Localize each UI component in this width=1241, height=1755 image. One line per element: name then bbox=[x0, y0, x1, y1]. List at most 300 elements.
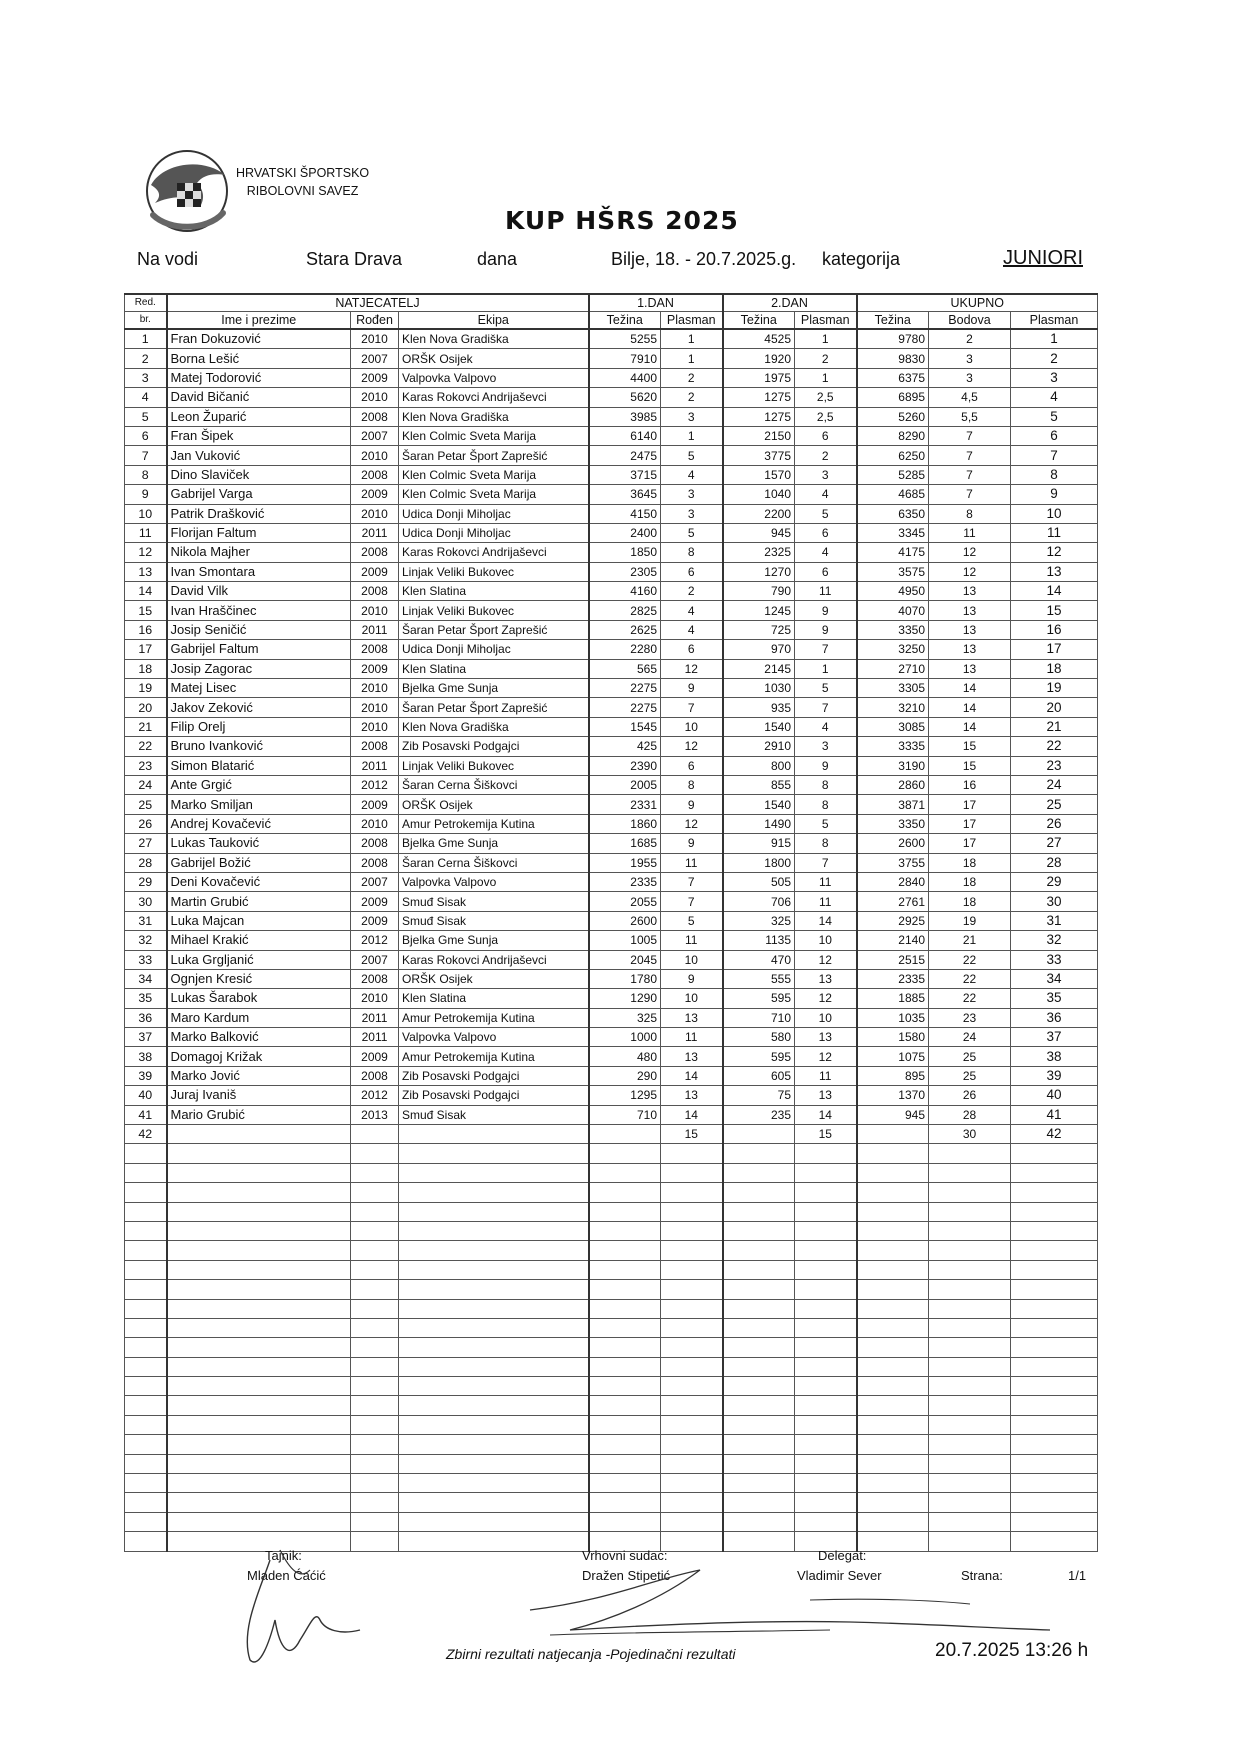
total-points: 17 bbox=[929, 795, 1011, 814]
competitor-name: Matej Todorović bbox=[167, 368, 351, 387]
empty-cell bbox=[857, 1377, 929, 1396]
header-red: Red. bbox=[125, 294, 167, 312]
empty-cell bbox=[167, 1299, 351, 1318]
final-place: 10 bbox=[1011, 504, 1098, 523]
empty-cell bbox=[929, 1377, 1011, 1396]
empty-cell bbox=[167, 1280, 351, 1299]
row-number: 7 bbox=[125, 446, 167, 465]
empty-cell bbox=[723, 1396, 795, 1415]
total-points: 15 bbox=[929, 737, 1011, 756]
day1-place: 6 bbox=[661, 562, 723, 581]
table-row bbox=[125, 1125, 1098, 1144]
empty-cell bbox=[589, 1493, 661, 1512]
total-weight: 3335 bbox=[857, 737, 929, 756]
competitor-name: Marko Smiljan bbox=[167, 795, 351, 814]
team-name: Klen Colmic Sveta Marija bbox=[399, 465, 589, 484]
empty-cell bbox=[125, 1163, 167, 1182]
birth-year: 2010 bbox=[351, 446, 399, 465]
row-number: 18 bbox=[125, 659, 167, 678]
empty-cell bbox=[1011, 1396, 1098, 1415]
empty-cell bbox=[167, 1377, 351, 1396]
total-weight: 4175 bbox=[857, 543, 929, 562]
table-row bbox=[125, 717, 1098, 736]
day2-place: 9 bbox=[795, 620, 857, 639]
day1-weight: 565 bbox=[589, 659, 661, 678]
final-place: 8 bbox=[1011, 465, 1098, 484]
empty-cell bbox=[351, 1183, 399, 1202]
empty-cell bbox=[589, 1318, 661, 1337]
total-weight: 2140 bbox=[857, 931, 929, 950]
competitor-name: Luka Grgljanić bbox=[167, 950, 351, 969]
birth-year: 2009 bbox=[351, 485, 399, 504]
team-name: Šaran Petar Šport Zaprešić bbox=[399, 698, 589, 717]
day1-place: 10 bbox=[661, 989, 723, 1008]
total-weight: 3350 bbox=[857, 814, 929, 833]
day2-place: 14 bbox=[795, 1105, 857, 1124]
team-name: Zib Posavski Podgajci bbox=[399, 737, 589, 756]
final-place: 37 bbox=[1011, 1028, 1098, 1047]
competitor-name: Martin Grubić bbox=[167, 892, 351, 911]
row-number: 8 bbox=[125, 465, 167, 484]
empty-cell bbox=[589, 1163, 661, 1182]
empty-cell bbox=[399, 1474, 589, 1493]
total-weight: 5260 bbox=[857, 407, 929, 426]
empty-cell bbox=[795, 1183, 857, 1202]
empty-cell bbox=[589, 1299, 661, 1318]
final-place: 6 bbox=[1011, 426, 1098, 445]
day2-place: 12 bbox=[795, 950, 857, 969]
total-weight: 6250 bbox=[857, 446, 929, 465]
day1-weight: 2400 bbox=[589, 523, 661, 542]
header-place-1: Plasman bbox=[661, 312, 723, 330]
header-place-total: Plasman bbox=[1011, 312, 1098, 330]
team-name: Karas Rokovci Andrijaševci bbox=[399, 950, 589, 969]
final-place: 40 bbox=[1011, 1086, 1098, 1105]
empty-cell bbox=[399, 1396, 589, 1415]
final-place: 7 bbox=[1011, 446, 1098, 465]
empty-row bbox=[125, 1221, 1098, 1240]
total-weight: 1075 bbox=[857, 1047, 929, 1066]
empty-cell bbox=[857, 1357, 929, 1376]
birth-year: 2012 bbox=[351, 931, 399, 950]
day2-place: 13 bbox=[795, 1086, 857, 1105]
total-weight: 3350 bbox=[857, 620, 929, 639]
day1-place: 9 bbox=[661, 834, 723, 853]
empty-cell bbox=[125, 1299, 167, 1318]
birth-year: 2008 bbox=[351, 640, 399, 659]
team-name: Udica Donji Miholjac bbox=[399, 504, 589, 523]
competitor-name: Jan Vuković bbox=[167, 446, 351, 465]
empty-cell bbox=[723, 1338, 795, 1357]
empty-cell bbox=[795, 1357, 857, 1376]
day2-weight: 1135 bbox=[723, 931, 795, 950]
empty-cell bbox=[351, 1144, 399, 1163]
header-place-2: Plasman bbox=[795, 312, 857, 330]
total-weight: 1035 bbox=[857, 1008, 929, 1027]
document-title: KUP HŠRS 2025 bbox=[505, 206, 739, 235]
day1-place: 13 bbox=[661, 1008, 723, 1027]
row-number: 16 bbox=[125, 620, 167, 639]
day1-weight: 4160 bbox=[589, 582, 661, 601]
empty-cell bbox=[399, 1241, 589, 1260]
empty-cell bbox=[399, 1415, 589, 1434]
table-row bbox=[125, 543, 1098, 562]
final-place: 32 bbox=[1011, 931, 1098, 950]
row-number: 23 bbox=[125, 756, 167, 775]
empty-cell bbox=[125, 1144, 167, 1163]
competitor-name: Domagoj Križak bbox=[167, 1047, 351, 1066]
day2-place: 5 bbox=[795, 814, 857, 833]
empty-cell bbox=[661, 1493, 723, 1512]
day2-place: 8 bbox=[795, 834, 857, 853]
row-number: 42 bbox=[125, 1125, 167, 1144]
day1-place: 4 bbox=[661, 620, 723, 639]
row-number: 32 bbox=[125, 931, 167, 950]
empty-cell bbox=[351, 1221, 399, 1240]
empty-cell bbox=[929, 1396, 1011, 1415]
empty-cell bbox=[795, 1299, 857, 1318]
day2-place: 9 bbox=[795, 756, 857, 775]
day1-weight: 710 bbox=[589, 1105, 661, 1124]
birth-year: 2007 bbox=[351, 950, 399, 969]
empty-cell bbox=[723, 1221, 795, 1240]
team-name: Šaran Cerna Šiškovci bbox=[399, 775, 589, 794]
day1-weight: 2475 bbox=[589, 446, 661, 465]
total-points: 24 bbox=[929, 1028, 1011, 1047]
day1-place: 3 bbox=[661, 407, 723, 426]
org-line-2: RIBOLOVNI SAVEZ bbox=[246, 184, 359, 198]
empty-cell bbox=[167, 1183, 351, 1202]
empty-cell bbox=[723, 1144, 795, 1163]
empty-cell bbox=[857, 1202, 929, 1221]
table-row bbox=[125, 620, 1098, 639]
day2-place: 6 bbox=[795, 426, 857, 445]
empty-cell bbox=[857, 1163, 929, 1182]
empty-cell bbox=[929, 1183, 1011, 1202]
empty-cell bbox=[351, 1396, 399, 1415]
total-weight: 945 bbox=[857, 1105, 929, 1124]
empty-cell bbox=[723, 1415, 795, 1434]
birth-year: 2008 bbox=[351, 543, 399, 562]
total-points: 16 bbox=[929, 775, 1011, 794]
empty-cell bbox=[167, 1318, 351, 1337]
day2-weight: 1245 bbox=[723, 601, 795, 620]
empty-cell bbox=[399, 1163, 589, 1182]
birth-year: 2009 bbox=[351, 1047, 399, 1066]
day1-place: 3 bbox=[661, 485, 723, 504]
total-points: 2 bbox=[929, 329, 1011, 349]
empty-cell bbox=[125, 1512, 167, 1531]
competitor-name: Florijan Faltum bbox=[167, 523, 351, 542]
competitor-name: Simon Blatarić bbox=[167, 756, 351, 775]
day1-weight: 3985 bbox=[589, 407, 661, 426]
final-place: 33 bbox=[1011, 950, 1098, 969]
day1-place: 6 bbox=[661, 640, 723, 659]
empty-cell bbox=[723, 1512, 795, 1531]
team-name: Amur Petrokemija Kutina bbox=[399, 1047, 589, 1066]
total-points: 14 bbox=[929, 679, 1011, 698]
day1-place: 5 bbox=[661, 446, 723, 465]
final-place: 24 bbox=[1011, 775, 1098, 794]
day2-place: 7 bbox=[795, 853, 857, 872]
day1-place: 6 bbox=[661, 756, 723, 775]
header-born: Rođen bbox=[351, 312, 399, 330]
total-weight: 2925 bbox=[857, 911, 929, 930]
empty-cell bbox=[795, 1144, 857, 1163]
table-row bbox=[125, 465, 1098, 484]
team-name: Linjak Veliki Bukovec bbox=[399, 562, 589, 581]
competitor-name: Gabrijel Varga bbox=[167, 485, 351, 504]
total-points: 30 bbox=[929, 1125, 1011, 1144]
team-name: Valpovka Valpovo bbox=[399, 368, 589, 387]
empty-cell bbox=[399, 1493, 589, 1512]
final-place: 27 bbox=[1011, 834, 1098, 853]
empty-cell bbox=[399, 1318, 589, 1337]
total-points: 22 bbox=[929, 989, 1011, 1008]
day2-place: 12 bbox=[795, 1047, 857, 1066]
total-points: 14 bbox=[929, 717, 1011, 736]
total-points: 22 bbox=[929, 950, 1011, 969]
day2-place: 4 bbox=[795, 717, 857, 736]
strana-value: 1/1 bbox=[1068, 1568, 1087, 1583]
competitor-name: Ante Grgić bbox=[167, 775, 351, 794]
total-points: 17 bbox=[929, 814, 1011, 833]
team-name: Klen Colmic Sveta Marija bbox=[399, 485, 589, 504]
total-points: 7 bbox=[929, 426, 1011, 445]
empty-cell bbox=[351, 1260, 399, 1279]
row-number: 21 bbox=[125, 717, 167, 736]
day2-place: 6 bbox=[795, 523, 857, 542]
empty-cell bbox=[795, 1454, 857, 1473]
competitor-name: David Vilk bbox=[167, 582, 351, 601]
row-number: 27 bbox=[125, 834, 167, 853]
competitor-name: Mario Grubić bbox=[167, 1105, 351, 1124]
row-number: 37 bbox=[125, 1028, 167, 1047]
day1-weight: 2625 bbox=[589, 620, 661, 639]
empty-cell bbox=[399, 1454, 589, 1473]
empty-row bbox=[125, 1241, 1098, 1260]
row-number: 30 bbox=[125, 892, 167, 911]
total-points: 5,5 bbox=[929, 407, 1011, 426]
table-row bbox=[125, 523, 1098, 542]
row-number: 20 bbox=[125, 698, 167, 717]
row-number: 22 bbox=[125, 737, 167, 756]
total-points: 7 bbox=[929, 485, 1011, 504]
team-name: Smuđ Sisak bbox=[399, 1105, 589, 1124]
final-place: 35 bbox=[1011, 989, 1098, 1008]
empty-cell bbox=[661, 1202, 723, 1221]
empty-cell bbox=[857, 1318, 929, 1337]
team-name: Klen Slatina bbox=[399, 582, 589, 601]
day1-place: 8 bbox=[661, 775, 723, 794]
day2-place: 14 bbox=[795, 911, 857, 930]
empty-cell bbox=[1011, 1163, 1098, 1182]
empty-cell bbox=[929, 1163, 1011, 1182]
empty-cell bbox=[589, 1202, 661, 1221]
competitor-name: Dino Slaviček bbox=[167, 465, 351, 484]
empty-row bbox=[125, 1512, 1098, 1531]
empty-cell bbox=[795, 1435, 857, 1454]
day2-weight: 1540 bbox=[723, 795, 795, 814]
total-points: 23 bbox=[929, 1008, 1011, 1027]
row-number: 1 bbox=[125, 329, 167, 349]
table-row bbox=[125, 426, 1098, 445]
final-place: 21 bbox=[1011, 717, 1098, 736]
empty-cell bbox=[795, 1338, 857, 1357]
empty-cell bbox=[857, 1183, 929, 1202]
competitor-name: Patrik Drašković bbox=[167, 504, 351, 523]
empty-cell bbox=[661, 1377, 723, 1396]
day1-weight: 1955 bbox=[589, 853, 661, 872]
empty-cell bbox=[795, 1202, 857, 1221]
birth-year: 2010 bbox=[351, 679, 399, 698]
team-name: Klen Colmic Sveta Marija bbox=[399, 426, 589, 445]
empty-cell bbox=[125, 1241, 167, 1260]
day2-weight: 1570 bbox=[723, 465, 795, 484]
empty-cell bbox=[795, 1221, 857, 1240]
row-number: 39 bbox=[125, 1066, 167, 1085]
birth-year: 2007 bbox=[351, 872, 399, 891]
day1-weight: 2275 bbox=[589, 698, 661, 717]
empty-cell bbox=[1011, 1435, 1098, 1454]
total-weight: 8290 bbox=[857, 426, 929, 445]
total-weight: 2515 bbox=[857, 950, 929, 969]
day1-place: 12 bbox=[661, 659, 723, 678]
row-number: 15 bbox=[125, 601, 167, 620]
total-weight: 9830 bbox=[857, 349, 929, 368]
birth-year: 2008 bbox=[351, 465, 399, 484]
team-name: Linjak Veliki Bukovec bbox=[399, 756, 589, 775]
day1-place: 10 bbox=[661, 950, 723, 969]
empty-cell bbox=[1011, 1280, 1098, 1299]
birth-year: 2009 bbox=[351, 892, 399, 911]
table-row bbox=[125, 388, 1098, 407]
day2-place: 11 bbox=[795, 1066, 857, 1085]
table-row bbox=[125, 582, 1098, 601]
total-weight: 895 bbox=[857, 1066, 929, 1085]
empty-cell bbox=[167, 1493, 351, 1512]
row-number: 4 bbox=[125, 388, 167, 407]
empty-row bbox=[125, 1318, 1098, 1337]
day2-weight bbox=[723, 1125, 795, 1144]
table-row bbox=[125, 1086, 1098, 1105]
empty-row bbox=[125, 1377, 1098, 1396]
day1-place: 11 bbox=[661, 931, 723, 950]
empty-cell bbox=[661, 1474, 723, 1493]
competitor-name bbox=[167, 1125, 351, 1144]
team-name: Klen Slatina bbox=[399, 989, 589, 1008]
results-body bbox=[125, 329, 1098, 1551]
total-weight: 3755 bbox=[857, 853, 929, 872]
row-number: 24 bbox=[125, 775, 167, 794]
empty-cell bbox=[795, 1260, 857, 1279]
row-number: 9 bbox=[125, 485, 167, 504]
total-weight: 2761 bbox=[857, 892, 929, 911]
day1-place: 1 bbox=[661, 349, 723, 368]
final-place: 15 bbox=[1011, 601, 1098, 620]
birth-year: 2009 bbox=[351, 795, 399, 814]
hsrs-logo bbox=[133, 145, 241, 237]
empty-cell bbox=[589, 1377, 661, 1396]
total-points: 3 bbox=[929, 349, 1011, 368]
row-number: 5 bbox=[125, 407, 167, 426]
day1-weight: 2305 bbox=[589, 562, 661, 581]
day2-place: 1 bbox=[795, 368, 857, 387]
day1-place: 11 bbox=[661, 1028, 723, 1047]
day1-place: 12 bbox=[661, 737, 723, 756]
empty-cell bbox=[857, 1435, 929, 1454]
empty-cell bbox=[857, 1396, 929, 1415]
day2-place: 5 bbox=[795, 679, 857, 698]
empty-cell bbox=[589, 1280, 661, 1299]
empty-cell bbox=[929, 1299, 1011, 1318]
day1-weight: 1850 bbox=[589, 543, 661, 562]
competitor-name: Nikola Majher bbox=[167, 543, 351, 562]
header-total: UKUPNO bbox=[857, 294, 1098, 312]
day2-place: 11 bbox=[795, 582, 857, 601]
birth-year: 2008 bbox=[351, 834, 399, 853]
table-row bbox=[125, 737, 1098, 756]
empty-cell bbox=[351, 1512, 399, 1531]
empty-row bbox=[125, 1280, 1098, 1299]
empty-cell bbox=[351, 1435, 399, 1454]
table-row bbox=[125, 911, 1098, 930]
final-place: 42 bbox=[1011, 1125, 1098, 1144]
day2-weight: 325 bbox=[723, 911, 795, 930]
team-name: Smuđ Sisak bbox=[399, 911, 589, 930]
empty-cell bbox=[351, 1202, 399, 1221]
day2-weight: 1920 bbox=[723, 349, 795, 368]
table-row bbox=[125, 601, 1098, 620]
total-weight: 1885 bbox=[857, 989, 929, 1008]
day1-place: 12 bbox=[661, 814, 723, 833]
row-number: 17 bbox=[125, 640, 167, 659]
empty-cell bbox=[351, 1318, 399, 1337]
empty-cell bbox=[589, 1144, 661, 1163]
row-number: 34 bbox=[125, 969, 167, 988]
empty-cell bbox=[1011, 1299, 1098, 1318]
tajnik-name: Mladen Ćaćić bbox=[247, 1568, 326, 1583]
empty-row bbox=[125, 1183, 1098, 1202]
team-name: Udica Donji Miholjac bbox=[399, 640, 589, 659]
day2-place: 11 bbox=[795, 872, 857, 891]
empty-row bbox=[125, 1260, 1098, 1279]
empty-cell bbox=[661, 1241, 723, 1260]
day2-place: 6 bbox=[795, 562, 857, 581]
empty-cell bbox=[125, 1532, 167, 1551]
table-row bbox=[125, 349, 1098, 368]
row-number: 12 bbox=[125, 543, 167, 562]
empty-cell bbox=[929, 1144, 1011, 1163]
empty-cell bbox=[661, 1299, 723, 1318]
empty-cell bbox=[167, 1338, 351, 1357]
final-place: 5 bbox=[1011, 407, 1098, 426]
table-row bbox=[125, 640, 1098, 659]
row-number: 26 bbox=[125, 814, 167, 833]
table-row bbox=[125, 950, 1098, 969]
team-name: Bjelka Gme Sunja bbox=[399, 931, 589, 950]
birth-year: 2007 bbox=[351, 426, 399, 445]
empty-cell bbox=[1011, 1357, 1098, 1376]
competitor-name: Lukas Šarabok bbox=[167, 989, 351, 1008]
empty-cell bbox=[661, 1144, 723, 1163]
day2-weight: 915 bbox=[723, 834, 795, 853]
day1-weight: 4150 bbox=[589, 504, 661, 523]
total-weight: 3871 bbox=[857, 795, 929, 814]
day1-weight: 2600 bbox=[589, 911, 661, 930]
total-points: 3 bbox=[929, 368, 1011, 387]
day1-place: 14 bbox=[661, 1105, 723, 1124]
